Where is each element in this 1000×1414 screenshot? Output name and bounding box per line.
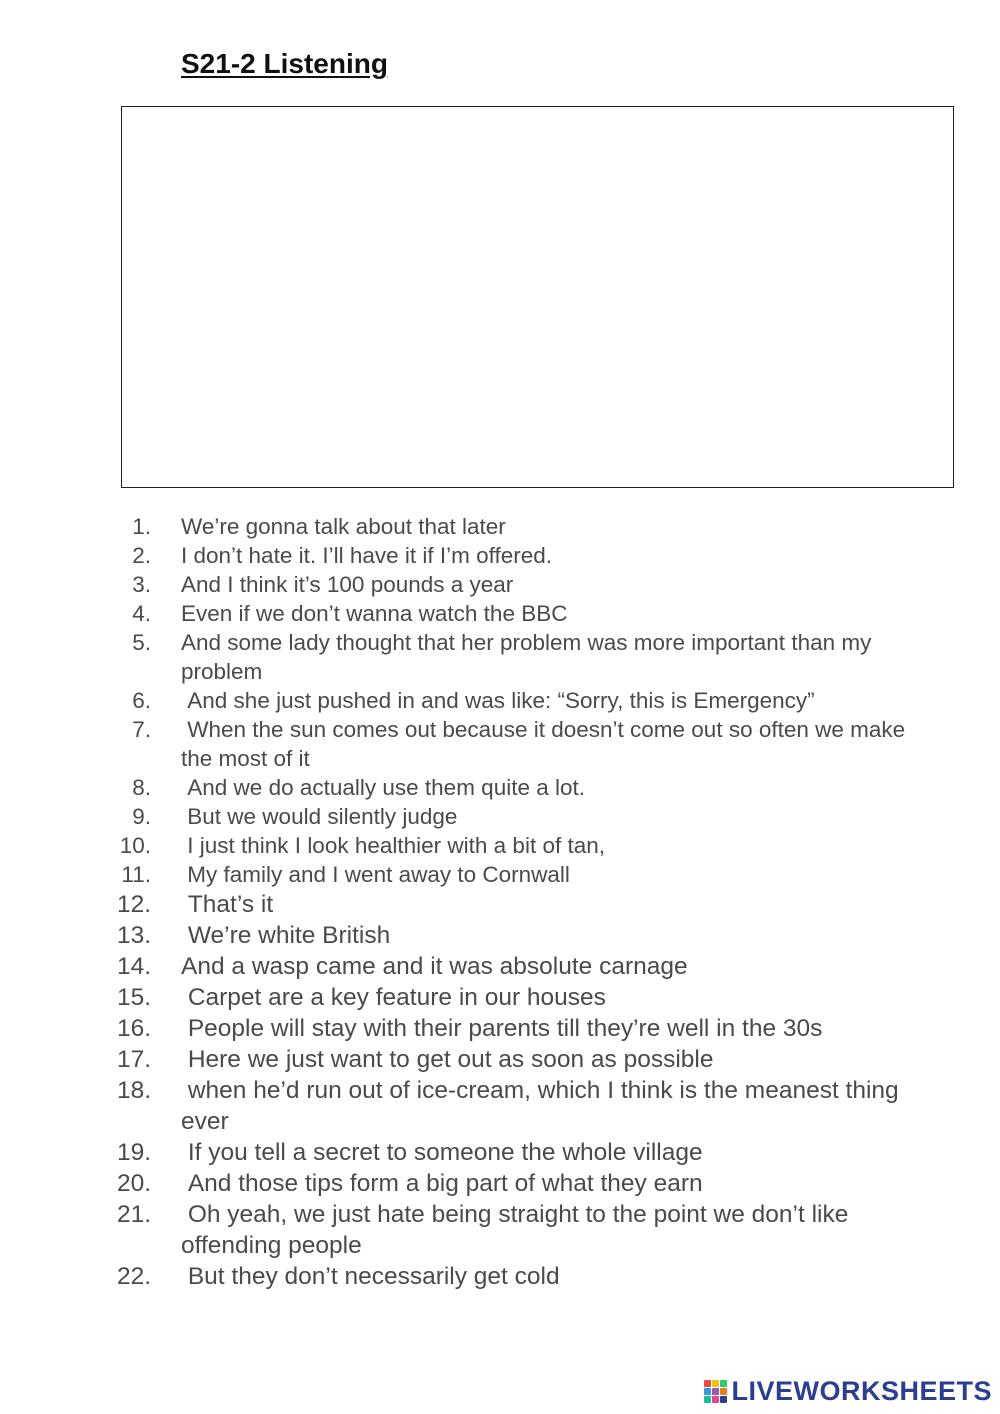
item-text: We’re gonna talk about that later — [181, 514, 506, 539]
logo-tile — [720, 1380, 727, 1387]
item-text: Even if we don’t wanna watch the BBC — [181, 601, 568, 626]
watermark-text: LIVEWORKSHEETS — [731, 1375, 992, 1406]
item-number: 2. — [132, 543, 151, 568]
item-number: 16. — [116, 1015, 151, 1042]
item-text: when he’d run out of ice-cream, which I think is the meanest thing ever — [181, 1077, 906, 1135]
liveworksheets-watermark — [704, 1376, 992, 1406]
item-text: I just think I look healthier with a bit of tan, — [181, 833, 605, 858]
logo-tile — [704, 1380, 711, 1387]
item-text: And I think it’s 100 pounds a year — [181, 572, 514, 597]
logo-tile — [712, 1380, 719, 1387]
item-text: And we do actually use them quite a lot. — [181, 775, 586, 800]
item-text: My family and I went away to Cornwall — [181, 862, 570, 887]
item-text: That’s it — [181, 891, 274, 918]
item-number: 17. — [116, 1046, 151, 1073]
item-number: 19. — [116, 1139, 151, 1166]
item-number: 21. — [116, 1201, 151, 1228]
item-text: We’re white British — [181, 922, 391, 949]
item-number: 4. — [132, 601, 151, 626]
item-text: When the sun comes out because it doesn’t come out so often we make the most of it — [181, 717, 912, 771]
item-text: Oh yeah, we just hate being straight to the point we don’t like offending people — [181, 1201, 856, 1259]
item-number: 8. — [132, 775, 151, 800]
item-number: 10. — [119, 833, 151, 858]
item-number: 13. — [116, 922, 151, 949]
item-number: 5. — [132, 630, 151, 655]
item-text: Carpet are a key feature in our houses — [181, 984, 606, 1011]
item-text: And those tips form a big part of what they earn — [181, 1170, 703, 1197]
item-text: People will stay with their parents till they’re well in the 30s — [181, 1015, 823, 1042]
logo-tile — [720, 1388, 727, 1395]
item-number: 12. — [116, 891, 151, 918]
logo-tile — [704, 1396, 711, 1403]
item-number: 22. — [116, 1263, 151, 1290]
item-number: 3. — [132, 572, 151, 597]
item-number: 18. — [116, 1077, 151, 1104]
item-number: 1. — [132, 514, 151, 539]
item-number: 15. — [116, 984, 151, 1011]
item-text: But they don’t necessarily get cold — [181, 1263, 560, 1290]
item-text: And some lady thought that her problem was more important than my problem — [181, 630, 878, 684]
logo-tile — [712, 1396, 719, 1403]
item-text: If you tell a secret to someone the whole village — [181, 1139, 703, 1166]
item-number: 14. — [116, 953, 151, 980]
item-text: But we would silently judge — [181, 804, 458, 829]
worksheet-title: S21-2 Listening — [181, 48, 388, 79]
logo-tile — [712, 1388, 719, 1395]
item-text: Here we just want to get out as soon as possible — [181, 1046, 714, 1073]
logo-tile — [720, 1396, 727, 1403]
item-text: And she just pushed in and was like: “Sorry, this is Emergency” — [181, 688, 815, 713]
item-number: 6. — [132, 688, 151, 713]
item-number: 9. — [132, 804, 151, 829]
item-text: And a wasp came and it was absolute carnage — [181, 953, 688, 980]
liveworksheets-logo-icon — [704, 1380, 727, 1403]
item-number: 7. — [132, 717, 151, 742]
item-number: 20. — [116, 1170, 151, 1197]
video-frame[interactable] — [121, 106, 954, 488]
logo-tile — [704, 1388, 711, 1395]
item-text: I don’t hate it. I’ll have it if I’m offered. — [181, 543, 553, 568]
item-number: 11. — [121, 862, 151, 887]
